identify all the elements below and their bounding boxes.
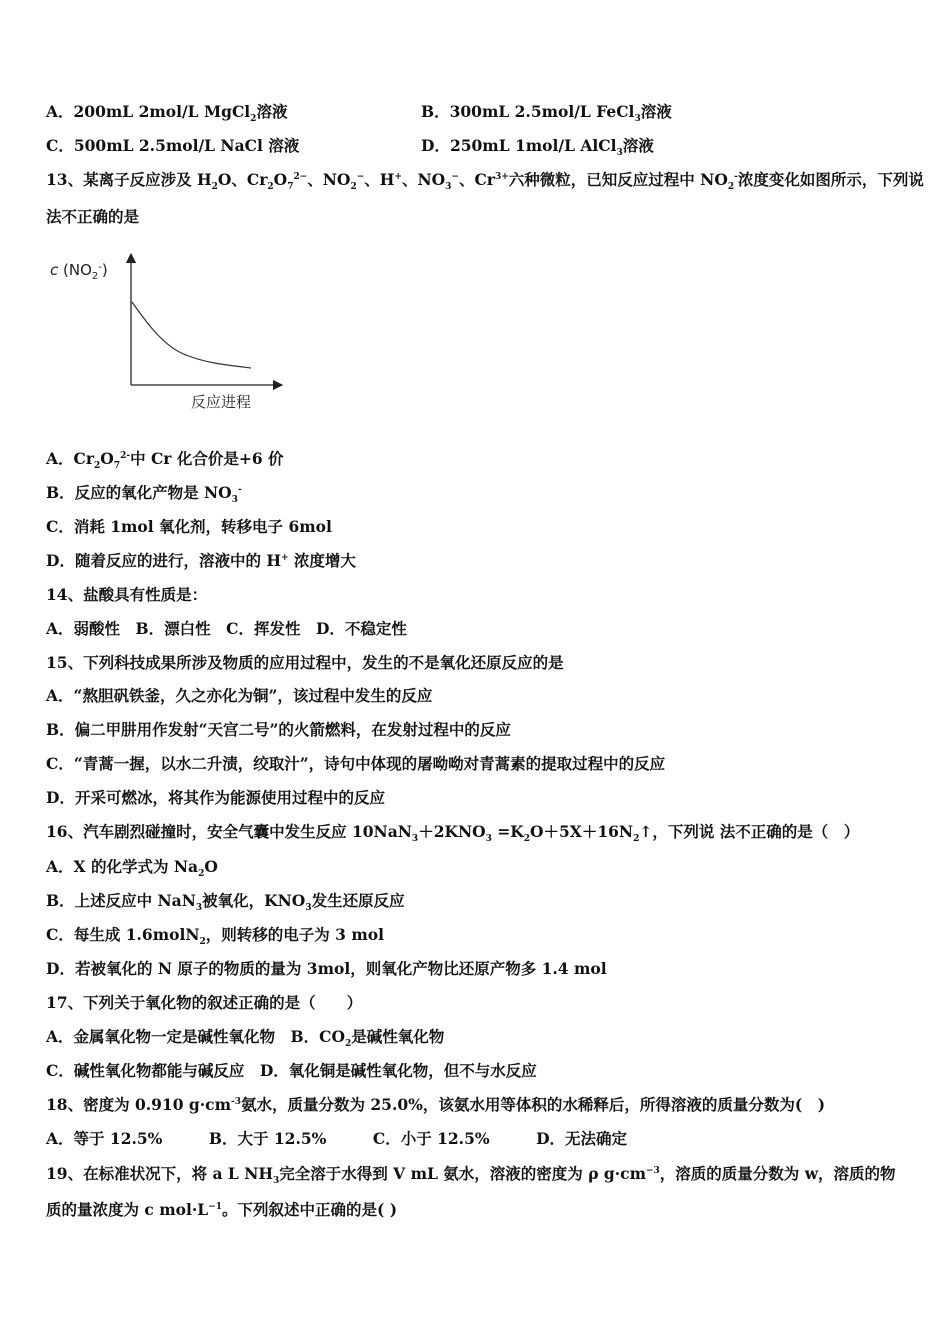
q13-stem-line-1: 13、某离子反应涉及 $H_2O$、$Cr_2O_7^{2-}$、$NO_2^-$、H+、$NO_3^-$、$Cr^{3+}$六种微粒，已知反应过程中 $NO_2^-$浓度变化如图所示，下列说 xyxy=(46,170,924,193)
q15-option-d: D．开采可燃冰，将其作为能源使用过程中的反应 xyxy=(46,788,385,807)
q18-stem: 18、密度为 0.910 $g\cdot cm^{-3}$氨水，质量分数为 25.0%，该氨水用等体积的水稀释后，所得溶液的质量分数为( ) xyxy=(46,1095,826,1114)
q15-stem: 15、下列科技成果所涉及物质的应用过程中，发生的不是氧化还原反应的是 xyxy=(46,653,564,672)
q17-stem: 17、下列关于氧化物的叙述正确的是（ ） xyxy=(46,993,363,1012)
q15-option-b: B．偏二甲肼用作发射“天宫二号”的火箭燃料，在发射过程中的反应 xyxy=(46,720,511,739)
q18-options: A．等于 12.5% B．大于 12.5% C．小于 12.5% D．无法确定 xyxy=(46,1129,628,1148)
y-axis-label: c $(NO_2^-)$ xyxy=(50,261,108,282)
q12-options-row-1 xyxy=(46,102,672,125)
q12-options-row-2 xyxy=(46,136,654,159)
q19-stem-line-1: 19、在标准状况下，将 a L $NH_3$完全溶于水得到 V mL 氨水，溶液的密度为 ρ $g\cdot cm^{-3}$，溶质的质量分数为 w，溶质的物 xyxy=(46,1164,896,1187)
q16-option-c: C．每生成 1.6molN$_2$，则转移的电子为 3 mol xyxy=(46,925,384,948)
q12-option-a: A．200mL 2mol/L MgCl$_2$溶液 xyxy=(46,102,288,125)
q13-option-b: B．反应的氧化产物是 $NO_3^-$ xyxy=(46,483,242,506)
q14-stem: 14、盐酸具有性质是： xyxy=(46,585,208,604)
q16-option-a: A．X 的化学式为 $Na_2O$ xyxy=(46,857,218,880)
no2-concentration-graph xyxy=(46,252,286,417)
q12-option-d: D．250mL 1mol/L AlCl$_3$溶液 xyxy=(421,136,654,159)
q16-stem: 16、汽车剧烈碰撞时，安全气囊中发生反应 $10NaN_3+2KNO_3$ $=K_2O+5X+16N_2↑$，下列说 法不正确的是（ ） xyxy=(46,822,860,845)
q16-option-b: B．上述反应中 NaN$_3$被氧化，$KNO_3$发生还原反应 xyxy=(46,891,405,914)
q15-option-a: A．“熬胆矾铁釜，久之亦化为铜”，该过程中发生的反应 xyxy=(46,686,433,705)
q19-stem-line-2: 质的量浓度为 c $mol\cdot L^{-1}$。下列叙述中正确的是( ) xyxy=(46,1200,398,1219)
q17-options-row-1: A．金属氧化物一定是碱性氧化物 B．$CO_2$是碱性氧化物 xyxy=(46,1027,445,1050)
q13-option-d: D．随着反应的进行，溶液中的 H+ 浓度增大 xyxy=(46,551,356,570)
q12-option-b: B．300mL 2.5mol/L FeCl$_3$溶液 xyxy=(421,102,672,125)
q13-option-a: A．$Cr_2O_7^{2-}$中 Cr 化合价是+6 价 xyxy=(46,449,284,472)
q12-option-c: C．500mL 2.5mol/L NaCl 溶液 xyxy=(46,136,300,155)
concentration-curve xyxy=(132,302,251,368)
q17-options-row-2: C．碱性氧化物都能与碱反应 D．氧化铜是碱性氧化物，但不与水反应 xyxy=(46,1061,537,1080)
q14-options: A．弱酸性 B．漂白性 C．挥发性 D．不稳定性 xyxy=(46,619,407,638)
q13-stem-line-2: 法不正确的是 xyxy=(46,207,140,226)
x-axis-label: 反应进程 xyxy=(191,393,252,411)
q15-option-c: C．“青蒿一握，以水二升渍，绞取汁”，诗句中体现的屠呦呦对青蒿素的提取过程中的反应 xyxy=(46,754,666,773)
q13-option-c: C．消耗 1mol 氧化剂，转移电子 6mol xyxy=(46,517,332,536)
q16-option-d: D．若被氧化的 N 原子的物质的量为 3mol，则氧化产物比还原产物多 1.4 mol xyxy=(46,959,607,978)
